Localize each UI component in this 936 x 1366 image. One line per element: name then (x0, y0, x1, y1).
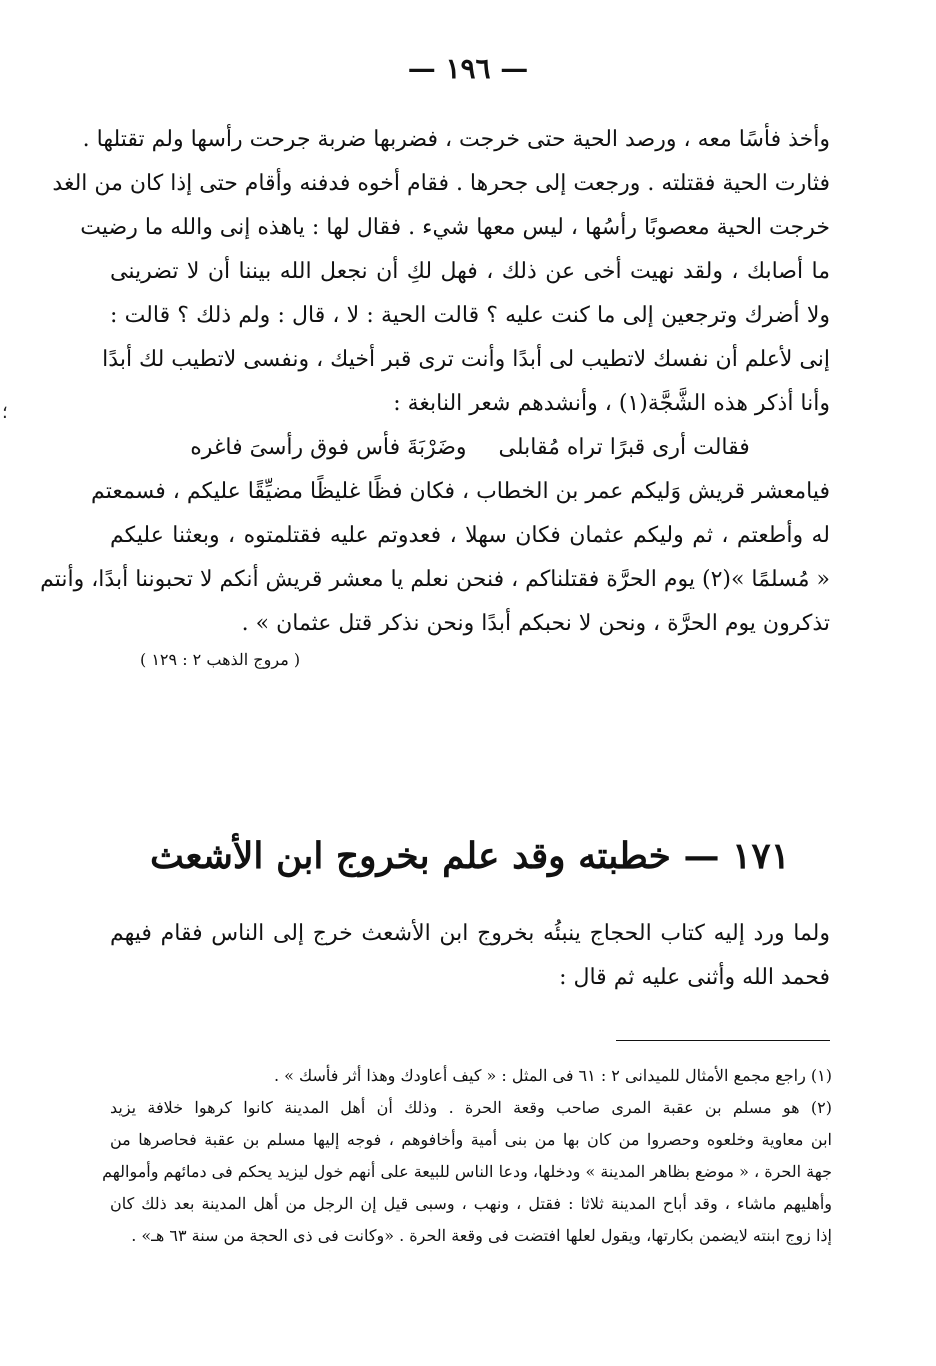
text-line: فحمد الله وأثنى عليه ثم قال : (559, 965, 830, 990)
text-line: ولا أضرك وترجعين إلى ما كنت عليه ؟ قالت الحية : لا ، قال : ولم ذلك ؟ قالت : (110, 303, 830, 328)
text-line: خرجت الحية معصوبًا رأسُها ، ليس معها شيء . فقال لها : ياهذه إنى والله ما رضيت (80, 215, 830, 240)
footnote-line: إذا زوج ابنته لايضمن بكارتها، ويقول لعلها افتضت فى وقعة الحرة . «وكانت فى ذى الحجة من سنة ٦٣ هـ» . (131, 1226, 832, 1245)
page-number: — ١٩٦ — (407, 52, 529, 85)
section-heading: ١٧١ — خطبته وقد علم بخروج ابن الأشعث (150, 835, 790, 877)
text-line: له وأطعتم ، ثم وليكم عثمان فكان سهلا ، فعدوتم عليه فقتلمتوه ، وبعثنا عليكم (110, 523, 830, 548)
footnote-divider (616, 1040, 830, 1041)
section-text (110, 912, 830, 1000)
text-line: فيامعشر قريش وَليكم عمر بن الخطاب ، فكان فظًا غليظًا مضيِّقًا عليكم ، فسمعتم (91, 479, 830, 504)
footnote-line: وأهليهم ماشاء ، وقد أباح المدينة ثلاثا : فقتل ، ونهب ، وسبى قيل إن الرجل من أهل المدينة بعد ذلك كان (110, 1194, 832, 1213)
main-text (40, 118, 830, 674)
text-line: وأخذ فأسًا معه ، ورصد الحية حتى خرجت ، فضربها ضربة جرحت رأسها ولم تقتلها . (82, 127, 830, 152)
text-line: ولما ورد إليه كتاب الحجاج ينبئُه بخروج ابن الأشعث خرج إلى الناس فقام فيهم (110, 921, 830, 946)
verse-hemistich-first: فقالت أرى قبرًا تراه مُقابلى (498, 435, 750, 460)
footnotes (102, 1060, 832, 1252)
footnote-line: ابن معاوية وخلعوه وحصروا من كان بها من بنى أمية وأخافوهم ، فوجه إليها مسلم بن عقبة فحاصرها من (110, 1130, 832, 1149)
margin-mark: ؛ (2, 402, 8, 423)
verse-hemistich-second: وضَرْبَةَ فأس فوق رأسىَ فاغره (190, 435, 467, 460)
text-line: تذكرون يوم الحرَّة ، ونحن لا نحبكم أبدًا ونحن نذكر قتل عثمان » . (241, 611, 830, 636)
text-line: « مُسلمًا »(٢) يوم الحرَّة فقتلناكم ، فنحن نعلم يا معشر قريش أنكم لا تحبوننا أبدًا، وأنتم (40, 567, 830, 592)
source-reference: ( مروج الذهب ٢ : ١٢٩ ) (140, 650, 301, 669)
text-line: ما أصابك ، ولقد نهيت أخى عن ذلك ، فهل لكِ أن نجعل الله بيننا أن لا تضرينى (110, 259, 830, 284)
footnote-line: (١) راجع مجمع الأمثال للميدانى ٢ : ٦١ فى المثل : « كيف أعاودك وهذا أثر فأسك » . (273, 1066, 832, 1085)
poem-verse (110, 426, 830, 470)
text-line: إنى لأعلم أن نفسك لاتطيب لى أبدًا وأنت ترى قبر أخيك ، ونفسى لاتطيب لك أبدًا (102, 347, 830, 372)
footnote-line: (٢) هو مسلم بن عقبة المرى صاحب وقعة الحرة . وذلك أن أهل المدينة كانوا كرهوا خلافة يزيد (110, 1098, 832, 1117)
footnote-line: جهة الحرة ، « موضع بظاهر المدينة » ودخلها، ودعا الناس للبيعة على أنهم خول ليزيد يحكم فى دمائهم وأموالهم (102, 1162, 832, 1181)
text-line: وأنا أذكر هذه الشَّجَّة(١) ، وأنشدهم شعر النابغة : (393, 391, 830, 416)
text-line: فثارت الحية فقتلته . ورجعت إلى جحرها . فقام أخوه فدفنه وأقام حتى إذا كان من الغد (52, 171, 830, 196)
